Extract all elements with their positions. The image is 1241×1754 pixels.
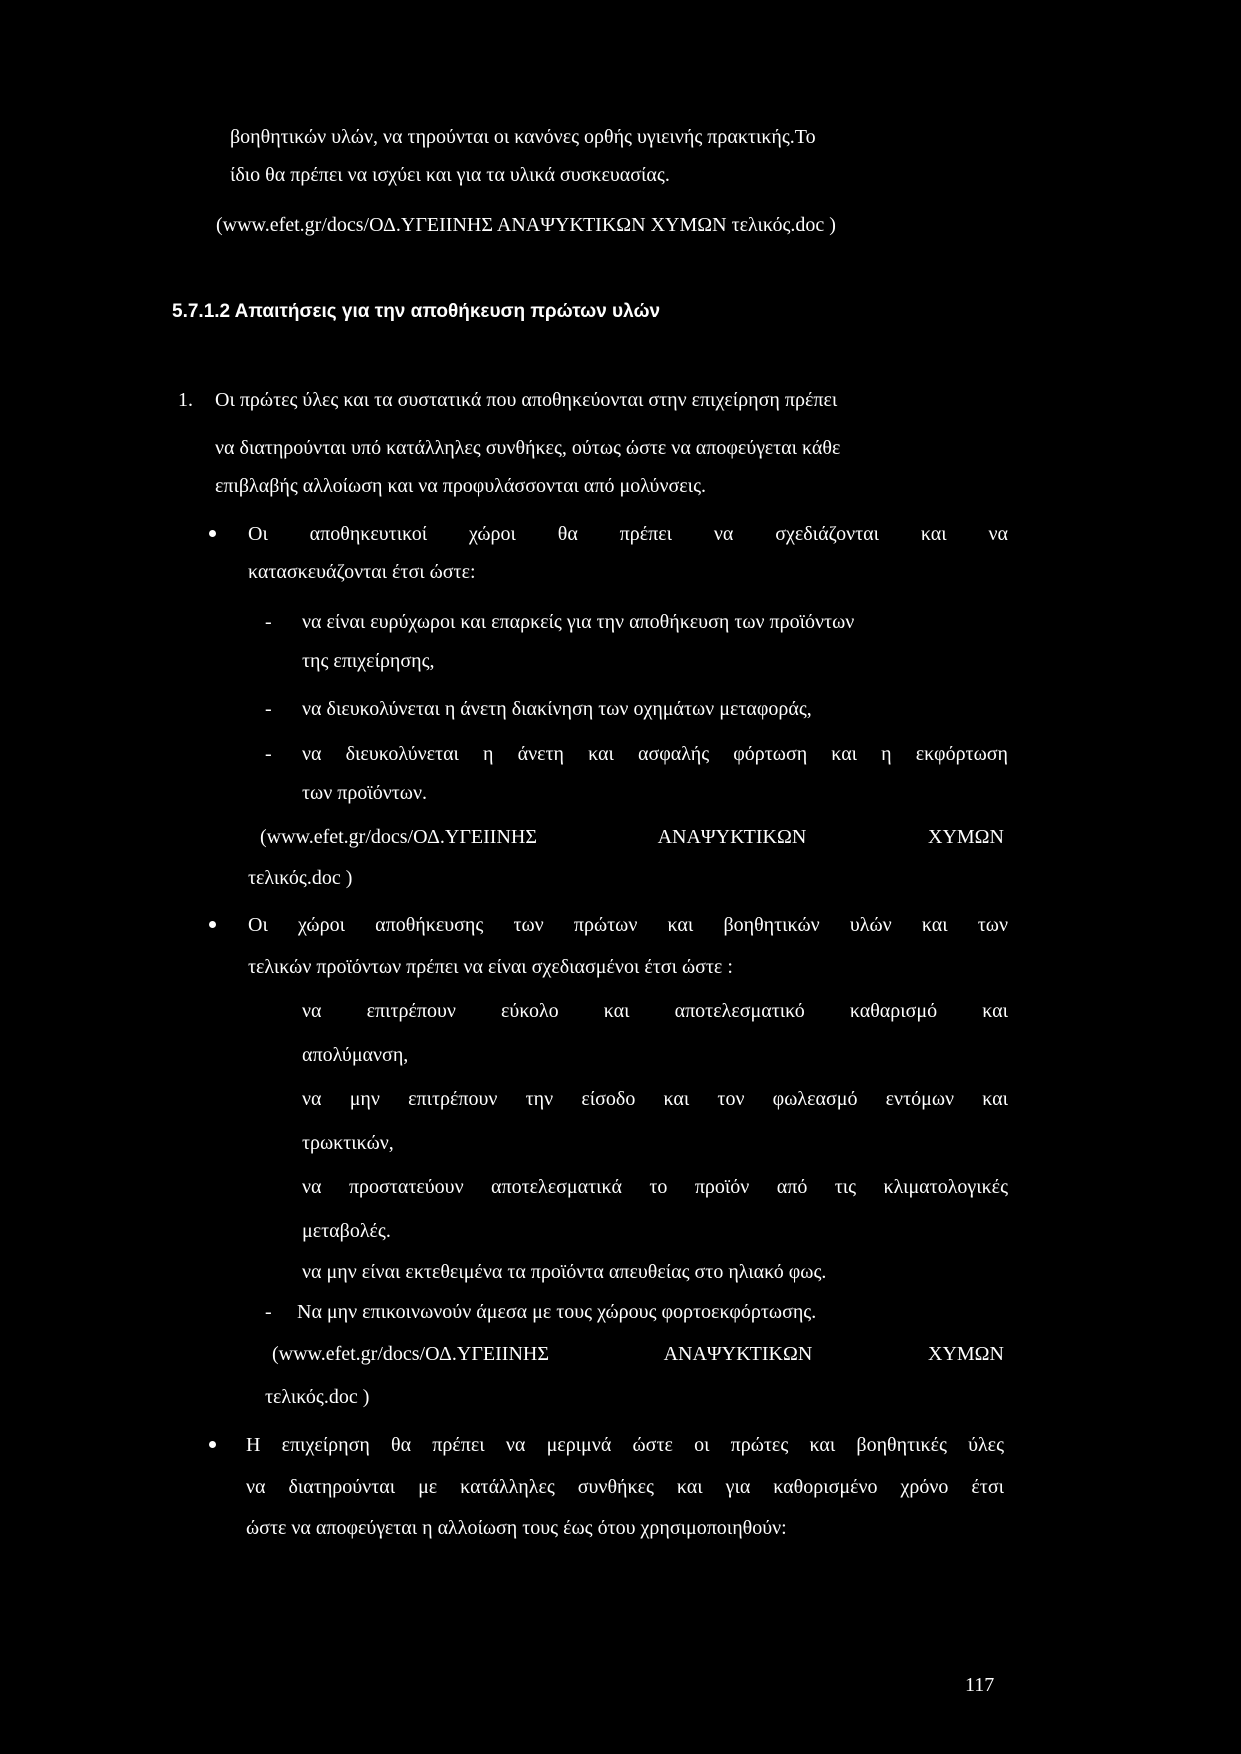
bullet-2-sub-4: να μην είναι εκτεθειμένα τα προϊόντα απευθείας στο ηλιακό φως.: [302, 1261, 827, 1283]
bullet-2-sub-2-line-2: τρωκτικών,: [302, 1132, 394, 1154]
bullet-3-line-1: Η επιχείρηση θα πρέπει να μεριμνά ώστε οι πρώτες και βοηθητικές ύλες: [246, 1434, 1004, 1456]
bullet-1-dash-1-line-2: της επιχείρησης,: [302, 650, 435, 672]
item-1-number: 1.: [178, 389, 193, 411]
bullet-1-dash-3-line-2: των προϊόντων.: [302, 782, 427, 804]
bullet-2-sub-3-line-2: μεταβολές.: [302, 1220, 391, 1242]
section-heading: 5.7.1.2 Απαιτήσεις για την αποθήκευση πρώτων υλών: [172, 301, 661, 322]
bullet-2-reference-line-2: τελικός.doc ): [265, 1386, 370, 1408]
bullet-2-sub-1-line-2: απολύμανση,: [302, 1044, 409, 1066]
bullet-1-dash-3-line-1: να διευκολύνεται η άνετη και ασφαλής φόρτωση και η εκφόρτωση: [302, 743, 1008, 765]
bullet-1-dash-2: να διευκολύνεται η άνετη διακίνηση των οχημάτων μεταφοράς,: [302, 698, 812, 720]
bullet-1-dash-1-marker: -: [265, 611, 272, 633]
bullet-1-dash-2-marker: -: [265, 698, 272, 720]
bullet-3-line-2: να διατηρούνται με κατάλληλες συνθήκες και για καθορισμένο χρόνο έτσι: [246, 1476, 1004, 1498]
bullet-1-line-2: κατασκευάζονται έτσι ώστε:: [248, 561, 476, 583]
bullet-2-marker: [209, 921, 216, 928]
bullet-2-line-2: τελικών προϊόντων πρέπει να είναι σχεδιασμένοι έτσι ώστε :: [248, 956, 733, 978]
bullet-1-line-1: Οι αποθηκευτικοί χώροι θα πρέπει να σχεδιάζονται και να: [248, 523, 1008, 545]
bullet-3-line-3: ώστε να αποφεύγεται η αλλοίωση τους έως ότου χρησιμοποιηθούν:: [246, 1517, 787, 1539]
bullet-3-marker: [209, 1441, 216, 1448]
bullet-2-sub-5-marker: -: [265, 1301, 272, 1323]
bullet-1-marker: [209, 530, 216, 537]
page-number: 117: [965, 1674, 995, 1696]
intro-reference: (www.efet.gr/docs/ΟΔ.ΥΓΕΙΙΝΗΣ ΑΝΑΨΥΚΤΙΚΩΝ ΧΥΜΩΝ τελικός.doc ): [216, 214, 836, 236]
intro-line-2: ίδιο θα πρέπει να ισχύει και για τα υλικά συσκευασίας.: [230, 164, 670, 186]
bullet-2-sub-5: Να μην επικοινωνούν άμεσα με τους χώρους φορτοεκφόρτωσης.: [297, 1301, 817, 1323]
bullet-2-sub-2-line-1: να μην επιτρέπουν την είσοδο και τον φωλεασμό εντόμων και: [302, 1088, 1008, 1110]
intro-line-1: βοηθητικών υλών, να τηρούνται οι κανόνες ορθής υγιεινής πρακτικής.Το: [230, 126, 816, 148]
bullet-1-dash-1-line-1: να είναι ευρύχωροι και επαρκείς για την αποθήκευση των προϊόντων: [302, 611, 855, 633]
item-1-line-2: να διατηρούνται υπό κατάλληλες συνθήκες, ούτως ώστε να αποφεύγεται κάθε: [215, 437, 841, 459]
bullet-2-sub-1-line-1: να επιτρέπουν εύκολο και αποτελεσματικό καθαρισμό και: [302, 1000, 1008, 1022]
item-1-line-3: επιβλαβής αλλοίωση και να προφυλάσσονται από μολύνσεις.: [215, 475, 706, 497]
bullet-1-reference-line-2: τελικός.doc ): [248, 867, 353, 889]
bullet-2-line-1: Οι χώροι αποθήκευσης των πρώτων και βοηθητικών υλών και των: [248, 914, 1008, 936]
bullet-1-dash-3-marker: -: [265, 743, 272, 765]
bullet-2-sub-3-line-1: να προστατεύουν αποτελεσματικά το προϊόν από τις κλιματολογικές: [302, 1176, 1008, 1198]
bullet-2-reference-line-1: (www.efet.gr/docs/ΟΔ.ΥΓΕΙΙΝΗΣ ΑΝΑΨΥΚΤΙΚΩΝ ΧΥΜΩΝ: [272, 1343, 1004, 1365]
item-1-line-1: Οι πρώτες ύλες και τα συστατικά που αποθηκεύονται στην επιχείρηση πρέπει: [215, 389, 838, 411]
bullet-1-reference-line-1: (www.efet.gr/docs/ΟΔ.ΥΓΕΙΙΝΗΣ ΑΝΑΨΥΚΤΙΚΩΝ ΧΥΜΩΝ: [260, 826, 1004, 848]
